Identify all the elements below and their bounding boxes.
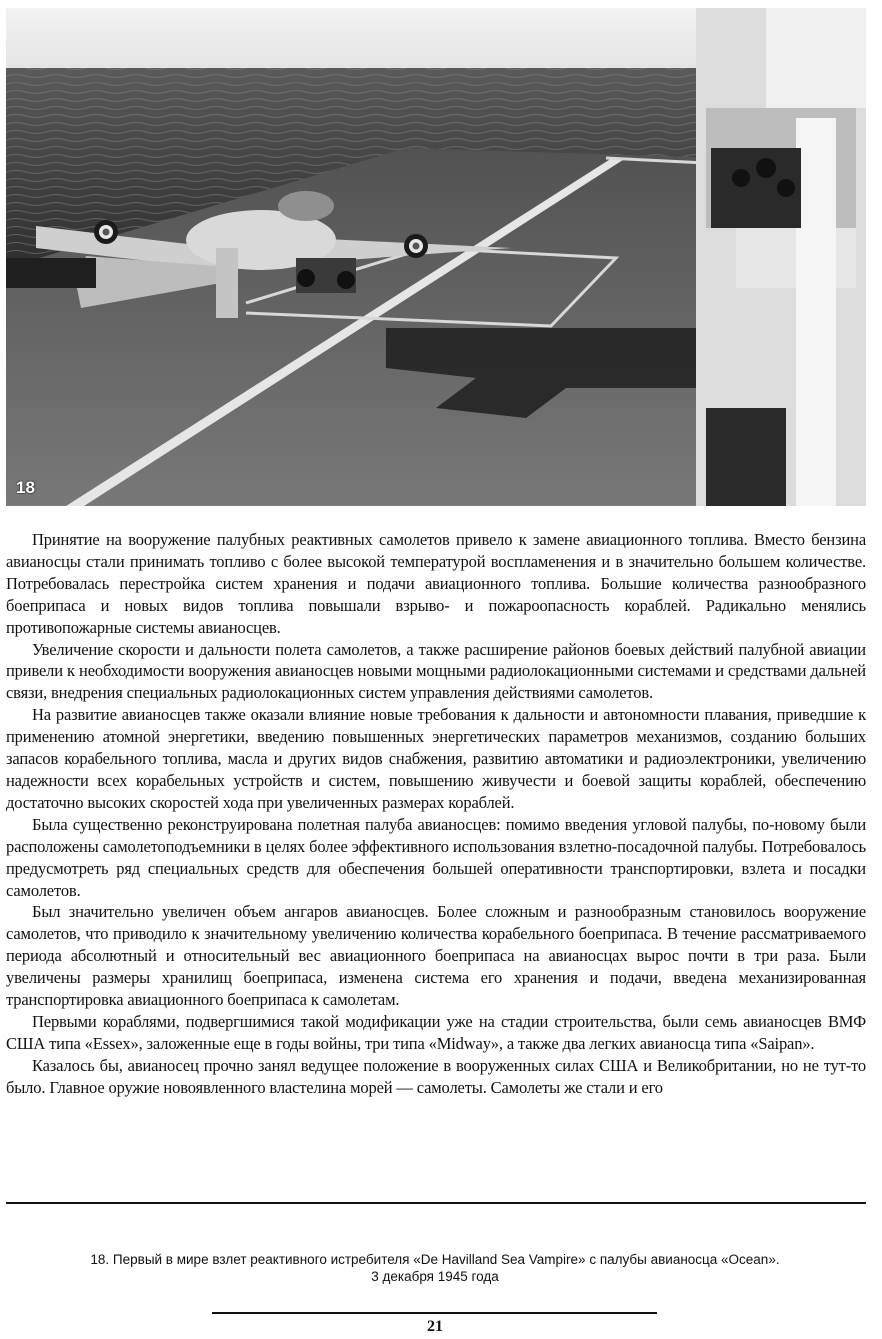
divider-bottom: [212, 1312, 657, 1314]
paragraph: Казалось бы, авианосец прочно занял ведущее положение в вооруженных силах США и Великобритании, но не тут-то было. Главное оружие новоявленного властелина морей — самолеты. Самолеты же стали и его: [6, 1055, 866, 1097]
page-number: 21: [427, 1318, 443, 1335]
photo-illustration: [6, 8, 866, 506]
figure-caption: [20, 1251, 850, 1285]
photo-aircraft-takeoff: [6, 8, 866, 506]
paragraph: Была существенно реконструирована полетная палуба авианосцев: помимо введения угловой палубы, по-новому были расположены самолетоподъемники в целях более эффективного использования взлетно-посадочной палубы. Потребовалось предусмотреть ряд специальных средств для обеспечения большей оперативности транспортировки, взлета и посадки самолетов.: [6, 814, 866, 900]
paragraph: Увеличение скорости и дальности полета самолетов, а также расширение районов боевых действий палубной авиации привели к необходимости вооружения авианосцев новыми мощными радиолокационными системами и средствами дальней связи, внедрения специальных радиолокационных систем управления действиями самолетов.: [6, 639, 866, 703]
paragraph: Был значительно увеличен объем ангаров авианосцев. Более сложным и разнообразным становилось вооружение самолетов, что приводило к значительному увеличению количества корабельного боеприпаса. В течение рассматриваемого периода абсолютный и относительный вес авиационного боеприпаса на авианосцах вырос почти в три раза. Были увеличены размеры хранилищ боеприпаса, изменена система его хранения и подачи, введена механизированная транспортировка авиационного боеприпаса к самолетам.: [6, 902, 866, 1010]
caption-line-1: 18. Первый в мире взлет реактивного истребителя «De Havilland Sea Vampire» с палубы авианосца «Ocean».: [90, 1252, 780, 1267]
paragraph: Принятие на вооружение палубных реактивных самолетов привело к замене авиационного топлива. Вместо бензина авианосцы стали принимать топливо с более высокой температурой воспламенения и в значительно большем количестве. Потребовалась перестройка систем хранения и подачи авиационного топлива. Большие количества разнообразного боеприпаса и новых видов топлива повышали взрыво- и пожароопасность кораблей. Радикально менялись противопожарные системы авианосцев.: [6, 530, 866, 637]
parked-aircraft: [6, 258, 96, 288]
caption-line-2: 3 декабря 1945 года: [371, 1269, 499, 1284]
figure-number: 18: [16, 478, 35, 497]
paragraph: На развитие авианосцев также оказали влияние новые требования к дальности и автономности плавания, приведшие к применению атомной энергетики, введению повышенных энергетических параметров механизмов, созданию больших запасов корабельного топлива, масла и других видов снабжения, развитию автоматики и радиоэлектроники, увеличению надежности всех корабельных устройств и систем, повышению живучести и боевой защиты кораблей, обеспечению достаточно высоких скоростей хода при увеличенных размерах кораблей.: [6, 705, 866, 812]
article-body: [6, 529, 866, 1099]
paragraph: Первыми кораблями, подвергшимися такой модификации уже на стадии строительства, были семь авианосцев ВМФ США типа «Essex», заложенные еще в годы войны, три типа «Midway», а также два легких авианосца типа «Saipan».: [6, 1011, 866, 1053]
divider-top: [6, 1202, 866, 1204]
